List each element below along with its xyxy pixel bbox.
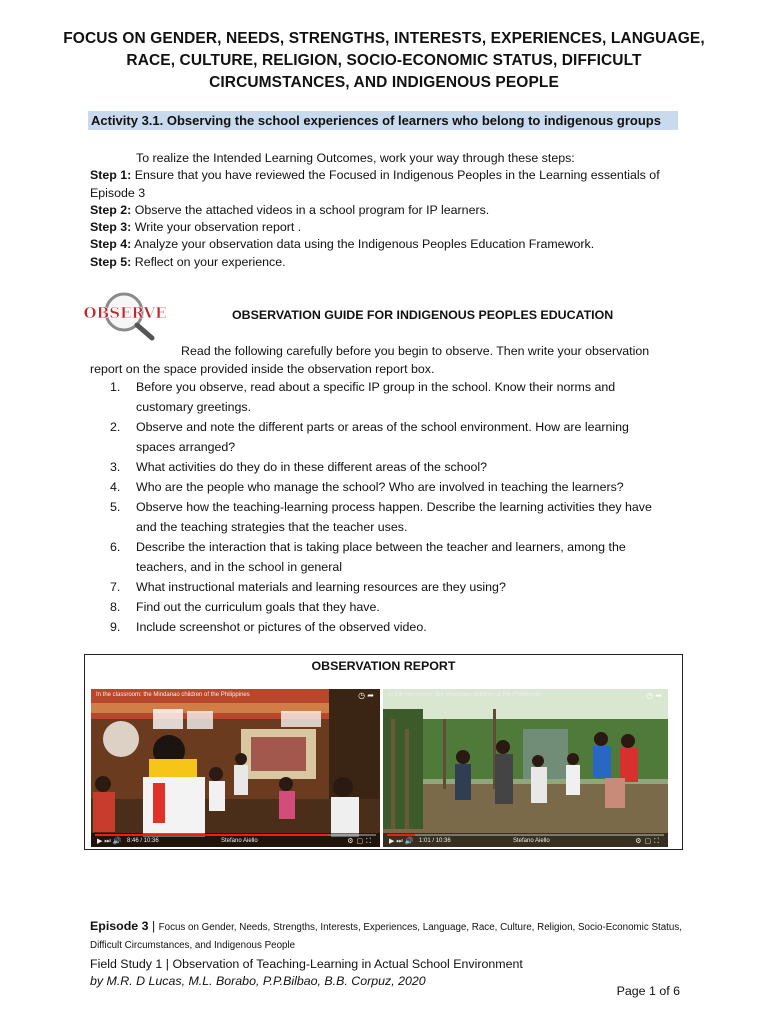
list-number: 6.	[110, 540, 121, 554]
report-title: OBSERVATION REPORT	[311, 659, 456, 673]
list-text: Observe how the teaching-learning process happen. Describe the learning activities they have and the teaching strategies that the teacher uses.	[136, 500, 652, 534]
footer-separator: |	[148, 919, 159, 933]
video-controls	[383, 833, 668, 847]
list-text: Find out the curriculum goals that they have.	[136, 600, 380, 614]
step-label: Step 1:	[90, 168, 132, 183]
steps-intro: To realize the Intended Learning Outcomes, work your way through these steps:	[136, 151, 575, 165]
page-title-line: CIRCUMSTANCES, AND INDIGENOUS PEOPLE	[209, 74, 559, 91]
footer-episode-text: Focus on Gender, Needs, Strengths, Interests, Experiences, Language, Race, Culture, Religion, Socio-Economic Status, Difficult Circumstances, and Indigenous People	[90, 922, 682, 951]
settings-icon[interactable]: ⚙▢⛶	[347, 838, 374, 845]
footer-fs-label: Field Study 1	[90, 957, 163, 971]
step-text: Ensure that you have reviewed the Focused in Indigenous Peoples in the Learning essentials of Episode 3	[90, 168, 660, 200]
play-icon[interactable]: ▶ ⏭ 🔊	[97, 838, 122, 845]
guide-intro-paragraph	[90, 343, 670, 378]
list-number: 8.	[110, 600, 121, 614]
step-label: Step 5:	[90, 254, 132, 269]
list-number: 7.	[110, 580, 121, 594]
list-text: Before you observe, read about a specific IP group in the school. Know their norms and customary greetings.	[136, 380, 616, 414]
steps-section	[90, 150, 680, 271]
list-text: What instructional materials and learning resources are they using?	[136, 580, 506, 594]
observe-logo-text: OBSERVE	[83, 304, 167, 322]
video-screenshot-outdoor[interactable]	[383, 689, 668, 847]
step-label: Step 2:	[90, 202, 132, 217]
step-item	[90, 219, 680, 236]
step-item	[90, 167, 680, 202]
list-item	[90, 597, 670, 617]
share-icon[interactable]: ◷ ➦	[358, 691, 374, 700]
list-text: What activities do they do in these different areas of the school?	[136, 460, 488, 474]
footer-field-study	[90, 956, 690, 973]
list-item	[90, 377, 670, 417]
video-progress-bar[interactable]	[95, 834, 376, 836]
outdoor-scene-image	[383, 689, 668, 847]
page-title-line: RACE, CULTURE, RELIGION, SOCIO-ECONOMIC STATUS, DIFFICULT	[126, 52, 642, 69]
share-icon[interactable]: ◷ ➦	[646, 691, 662, 700]
footer-separator: |	[162, 957, 173, 971]
magnifying-glass-icon	[83, 288, 167, 340]
video-progress-fill	[387, 834, 415, 836]
list-item	[90, 457, 670, 477]
guide-list	[90, 377, 670, 637]
step-text: Observe the attached videos in a school program for IP learners.	[131, 202, 490, 217]
video-progress-bar[interactable]	[387, 834, 664, 836]
list-number: 3.	[110, 460, 121, 474]
guide-intro-text: Read the following carefully before you begin to observe. Then write your observation report on the space provided inside the observation report box.	[90, 344, 650, 376]
guide-title: OBSERVATION GUIDE FOR INDIGENOUS PEOPLES EDUCATION	[232, 308, 614, 322]
video-title: In the classroom: the Mindanao children of the Philippines	[96, 692, 250, 698]
play-icon[interactable]: ▶ ⏭ 🔊	[389, 838, 414, 845]
observe-logo	[83, 288, 167, 340]
step-text: Write your observation report .	[131, 220, 302, 235]
list-number: 9.	[110, 620, 121, 634]
step-text: Analyze your observation data using the Indigenous Peoples Education Framework.	[131, 237, 595, 252]
classroom-scene-image	[91, 689, 380, 847]
activity-heading: Activity 3.1. Observing the school experiences of learners who belong to indigenous groups	[91, 113, 661, 128]
list-item	[90, 417, 670, 457]
step-label: Step 4:	[90, 237, 132, 252]
page-footer	[90, 918, 690, 990]
page-title-line: FOCUS ON GENDER, NEEDS, STRENGTHS, INTERESTS, EXPERIENCES, LANGUAGE,	[63, 30, 705, 47]
video-screenshot-classroom[interactable]	[91, 689, 380, 847]
list-item	[90, 537, 670, 577]
list-item	[90, 497, 670, 537]
video-progress-fill	[95, 834, 328, 836]
list-item	[90, 477, 670, 497]
list-number: 2.	[110, 420, 121, 434]
footer-episode-label: Episode 3	[90, 919, 149, 933]
step-item	[90, 202, 680, 219]
list-text: Describe the interaction that is taking place between the teacher and learners, among the teachers, and in the school in general	[136, 540, 626, 574]
list-item	[90, 577, 670, 597]
video-time: 1:01 / 10:36	[419, 838, 451, 844]
step-text: Reflect on your experience.	[131, 254, 286, 269]
step-item	[90, 254, 680, 271]
video-time: 8:46 / 10:36	[127, 838, 159, 844]
list-text: Include screenshot or pictures of the observed video.	[136, 620, 427, 634]
list-number: 4.	[110, 480, 121, 494]
list-text: Observe and note the different parts or areas of the school environment. How are learning spaces arranged?	[136, 420, 629, 454]
list-text: Who are the people who manage the school? Who are involved in teaching the learners?	[136, 480, 624, 494]
settings-icon[interactable]: ⚙▢⛶	[635, 838, 662, 845]
footer-authors: by M.R. D Lucas, M.L. Borabo, P.P.Bilbao, B.B. Corpuz, 2020	[90, 974, 426, 988]
observation-report-box	[84, 654, 683, 850]
video-title: In the classroom: the Mindanao children of the Philippines	[388, 692, 542, 698]
video-controls	[91, 833, 380, 847]
list-item	[90, 617, 670, 637]
video-source: Stefano Aiello	[513, 838, 550, 844]
page-title	[60, 28, 708, 94]
step-item	[90, 236, 680, 253]
video-source: Stefano Aiello	[221, 838, 258, 844]
list-number: 5.	[110, 500, 121, 514]
footer-fs-text: Observation of Teaching-Learning in Actual School Environment	[172, 957, 523, 971]
footer-episode	[90, 918, 690, 954]
list-number: 1.	[110, 380, 121, 394]
page-number: Page 1 of 6	[616, 984, 680, 998]
step-label: Step 3:	[90, 220, 132, 235]
